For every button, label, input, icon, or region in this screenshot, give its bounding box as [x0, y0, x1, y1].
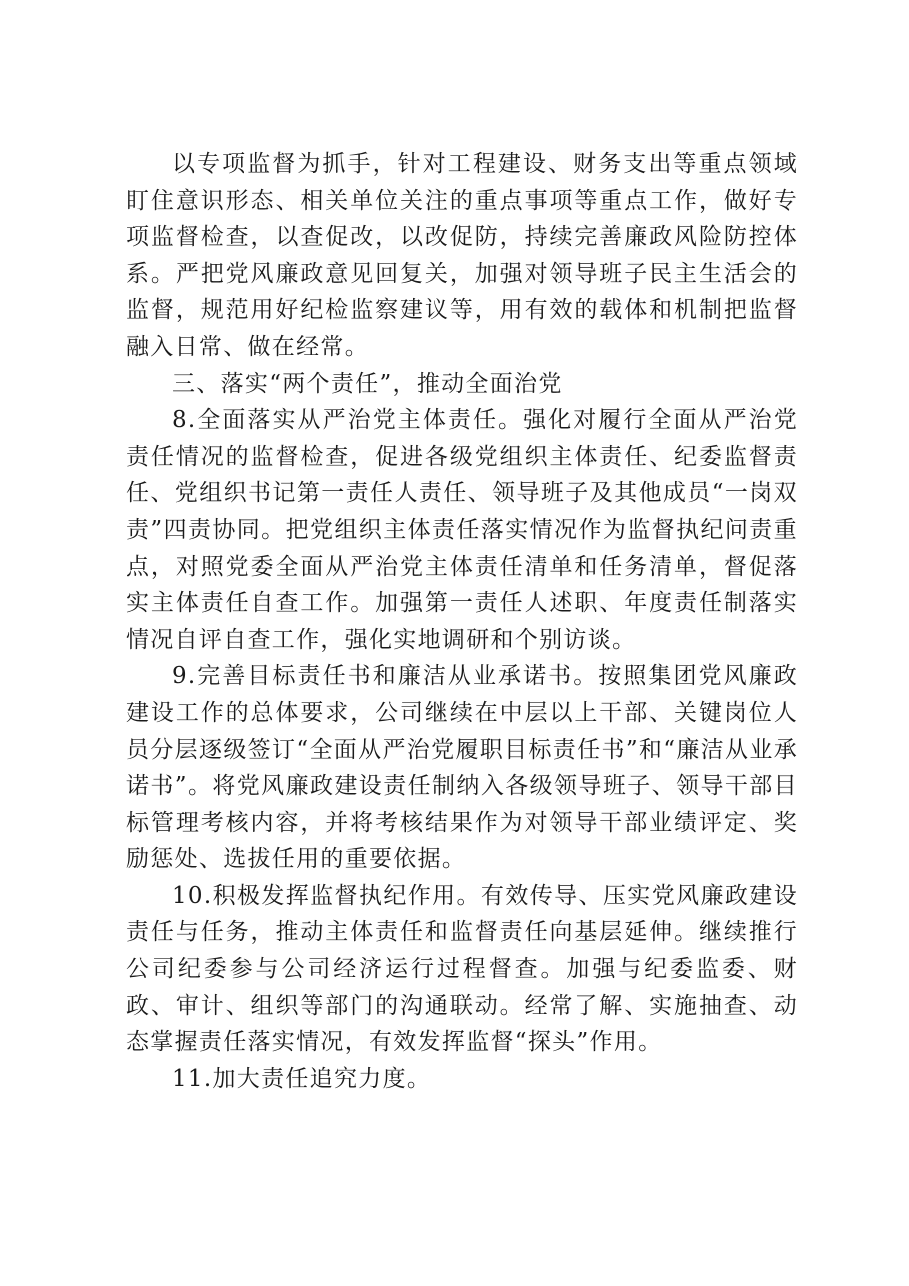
paragraph-item-9: 9.完善目标责任书和廉洁从业承诺书。按照集团党风廉政建设工作的总体要求，公司继续在中层以上干部、关键岗位人员分层逐级签订“全面从严治党履职目标责任书”和“廉洁从业承诺书”。将党风廉政建设责任制纳入各级领导班子、领导干部目标管理考核内容，并将考核结果作为对领导干部业绩评定、奖励惩处、选拔任用的重要依据。	[126, 663, 798, 873]
paragraph-item-8: 8.全面落实从严治党主体责任。强化对履行全面从严治党责任情况的监督检查，促进各级党组织主体责任、纪委监督责任、党组织书记第一责任人责任、领导班子及其他成员“一岗双责”四责协同。把党组织主体责任落实情况作为监督执纪问责重点，对照党委全面从严治党主体责任清单和任务清单，督促落实主体责任自查工作。加强第一责任人述职、年度责任制落实情况自评自查工作，强化实地调研和个别访谈。	[126, 407, 798, 653]
paragraph-item-10: 10.积极发挥监督执纪作用。有效传导、压实党风廉政建设责任与任务，推动主体责任和监督责任向基层延伸。继续推行公司纪委参与公司经济运行过程督查。加强与纪委监委、财政、审计、组织等部门的沟通联动。经常了解、实施抽查、动态掌握责任落实情况，有效发挥监督“探头”作用。	[126, 882, 798, 1056]
section-heading-three: 三、落实“两个责任”，推动全面治党	[172, 370, 563, 397]
document-page	[126, 146, 798, 1097]
paragraph-special-supervision: 以专项监督为抓手，针对工程建设、财务支出等重点领域盯住意识形态、相关单位关注的重点事项等重点工作，做好专项监督检查，以查促改，以改促防，持续完善廉政风险防控体系。严把党风廉政意见回复关，加强对领导班子民主生活会的监督，规范用好纪检监察建议等，用有效的载体和机制把监督融入日常、做在经常。	[126, 151, 798, 360]
paragraph-item-11: 11.加大责任追究力度。	[172, 1065, 432, 1092]
